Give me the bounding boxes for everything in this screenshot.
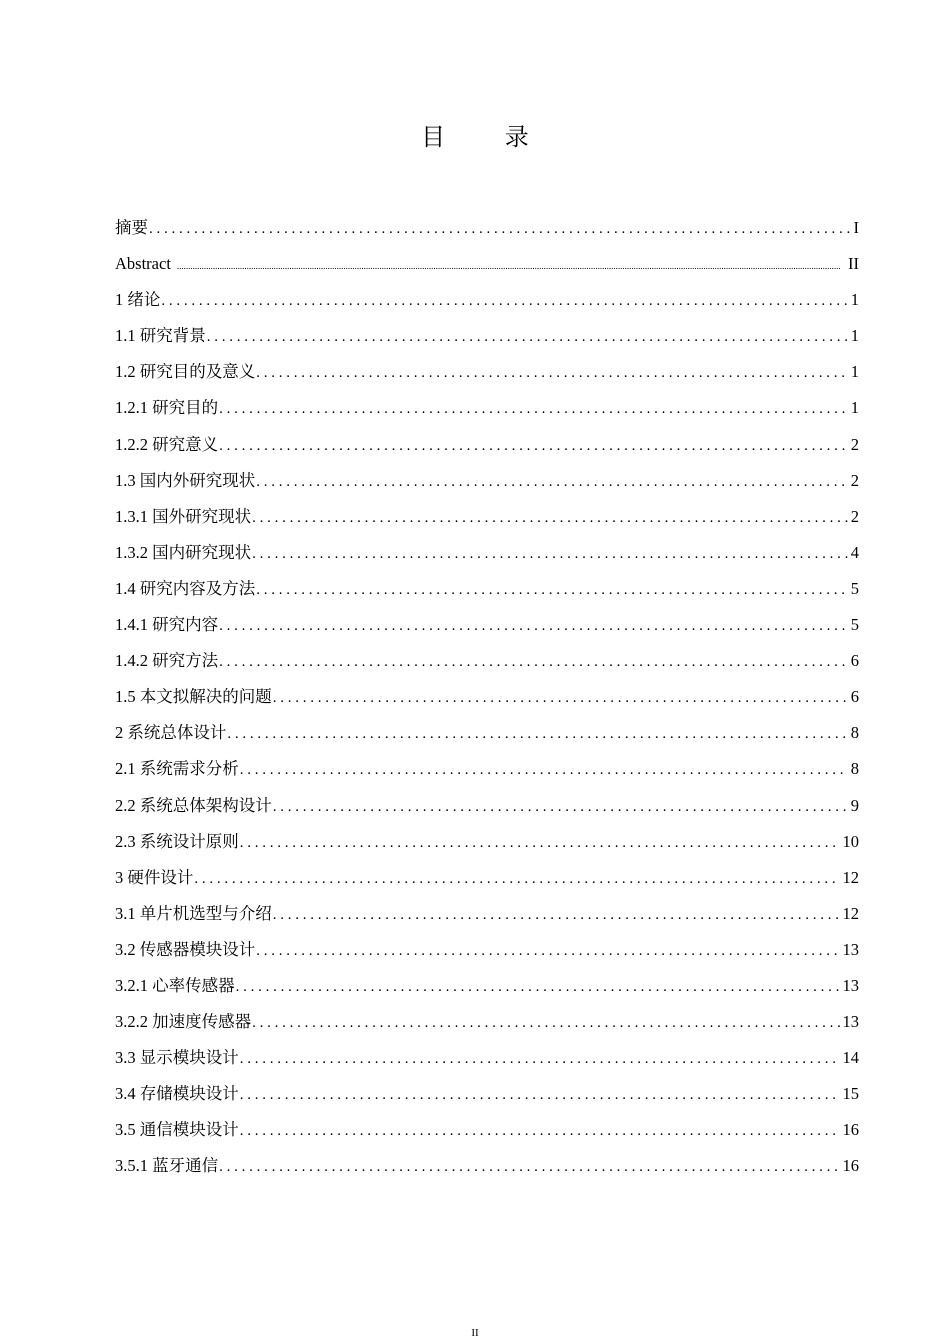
toc-entry-1-3-2[interactable] <box>115 535 859 571</box>
toc-dot-leader <box>240 1041 840 1077</box>
toc-dot-leader <box>207 319 848 355</box>
toc-entry-label: 2.3 系统设计原则 <box>115 831 239 851</box>
toc-entry-page: 5 <box>850 615 859 635</box>
toc-dot-leader <box>252 1005 839 1041</box>
toc-entry-abstract-en[interactable] <box>115 246 859 282</box>
toc-entry-label: 3.2.1 心率传感器 <box>115 975 235 995</box>
toc-entry-page: 12 <box>842 903 859 923</box>
toc-entry-page: 2 <box>850 434 859 454</box>
footer-page-number: II <box>471 1327 479 1339</box>
toc-entry-page: 16 <box>842 1156 859 1176</box>
toc-entry-page: 2 <box>850 506 859 526</box>
toc-dot-leader <box>273 680 848 716</box>
toc-entry-3-2-2[interactable] <box>115 1004 859 1040</box>
toc-entry-page: 13 <box>842 975 859 995</box>
toc-entry-label: 1.4.2 研究方法 <box>115 651 219 671</box>
toc-entry-label: 1.2.1 研究目的 <box>115 398 219 418</box>
toc-entry-label: Abstract <box>115 254 171 274</box>
toc-entry-page: 13 <box>842 939 859 959</box>
toc-entry-label: 3 硬件设计 <box>115 867 194 887</box>
toc-entry-2-2[interactable] <box>115 788 859 824</box>
page-title: 目 录 <box>421 123 555 151</box>
toc-dot-leader <box>194 861 839 897</box>
toc-entry-1-2-1[interactable] <box>115 390 859 426</box>
toc-entry-1[interactable] <box>115 282 859 318</box>
toc-entry-label: 2.1 系统需求分析 <box>115 759 239 779</box>
toc-entry-page: 8 <box>850 723 859 743</box>
toc-entry-label: 1 绪论 <box>115 290 161 310</box>
toc-dot-leader <box>227 716 847 752</box>
toc-entry-page: 5 <box>850 578 859 598</box>
toc-entry-3-1[interactable] <box>115 896 859 932</box>
toc-entry-page: 12 <box>842 867 859 887</box>
toc-entry-1-4-1[interactable] <box>115 607 859 643</box>
toc-entry-page: II <box>848 254 859 274</box>
toc-entry-3[interactable] <box>115 860 859 896</box>
toc-dot-leader <box>256 933 839 969</box>
toc-dot-leader <box>219 1149 839 1185</box>
toc-entry-3-5[interactable] <box>115 1112 859 1148</box>
toc-entry-page: 1 <box>850 362 859 382</box>
toc-dot-leader <box>273 897 840 933</box>
toc-entry-page: 1 <box>850 326 859 346</box>
toc-entry-label: 1.2.2 研究意义 <box>115 434 219 454</box>
toc-entry-page: 1 <box>850 398 859 418</box>
toc-dot-leader <box>177 248 840 284</box>
toc-entry-1-3-1[interactable] <box>115 499 859 535</box>
toc-dot-leader <box>161 283 847 319</box>
toc-entry-page: 6 <box>850 687 859 707</box>
toc-dot-leader <box>219 644 848 680</box>
toc-dot-leader <box>240 1113 840 1149</box>
toc-entry-label: 2.2 系统总体架构设计 <box>115 795 272 815</box>
toc-entry-page: 16 <box>842 1120 859 1140</box>
table-of-contents <box>115 210 859 1185</box>
toc-dot-leader <box>219 391 848 427</box>
toc-entry-page: 10 <box>842 831 859 851</box>
toc-dot-leader <box>256 572 848 608</box>
toc-dot-leader <box>252 536 848 572</box>
toc-entry-label: 3.1 单片机选型与介绍 <box>115 903 272 923</box>
toc-dot-leader <box>240 825 840 861</box>
toc-entry-page: 15 <box>842 1084 859 1104</box>
toc-dot-leader <box>273 789 848 825</box>
toc-entry-label: 3.4 存储模块设计 <box>115 1084 239 1104</box>
toc-entry-page: 14 <box>842 1048 859 1068</box>
toc-entry-label: 3.5.1 蓝牙通信 <box>115 1156 219 1176</box>
toc-entry-label: 2 系统总体设计 <box>115 723 227 743</box>
toc-entry-label: 1.4.1 研究内容 <box>115 615 219 635</box>
toc-entry-label: 摘要 <box>115 218 148 237</box>
toc-entry-1-3[interactable] <box>115 463 859 499</box>
toc-entry-3-4[interactable] <box>115 1076 859 1112</box>
toc-entry-3-2[interactable] <box>115 932 859 968</box>
toc-dot-leader <box>252 500 848 536</box>
toc-entry-2[interactable] <box>115 715 859 751</box>
toc-dot-leader <box>149 211 851 247</box>
toc-entry-1-2[interactable] <box>115 354 859 390</box>
toc-dot-leader <box>219 608 848 644</box>
toc-entry-label: 1.3.1 国外研究现状 <box>115 506 252 526</box>
toc-entry-1-4[interactable] <box>115 571 859 607</box>
toc-entry-1-4-2[interactable] <box>115 643 859 679</box>
toc-entry-label: 1.1 研究背景 <box>115 326 206 346</box>
toc-entry-page: 13 <box>842 1012 859 1032</box>
toc-entry-label: 3.3 显示模块设计 <box>115 1048 239 1068</box>
toc-dot-leader <box>256 464 848 500</box>
toc-entry-label: 1.5 本文拟解决的问题 <box>115 687 272 707</box>
toc-entry-1-1[interactable] <box>115 318 859 354</box>
toc-entry-label: 3.2 传感器模块设计 <box>115 939 256 959</box>
toc-entry-label: 1.2 研究目的及意义 <box>115 362 256 382</box>
toc-dot-leader <box>236 969 840 1005</box>
toc-dot-leader <box>219 428 848 464</box>
toc-entry-2-1[interactable] <box>115 751 859 787</box>
toc-entry-label: 3.2.2 加速度传感器 <box>115 1012 252 1032</box>
toc-entry-label: 1.3 国内外研究现状 <box>115 470 256 490</box>
toc-dot-leader <box>240 752 848 788</box>
toc-entry-3-2-1[interactable] <box>115 968 859 1004</box>
toc-entry-abstract-cn[interactable] <box>115 210 859 246</box>
toc-entry-label: 1.3.2 国内研究现状 <box>115 542 252 562</box>
toc-entry-1-2-2[interactable] <box>115 427 859 463</box>
toc-entry-page: 2 <box>850 470 859 490</box>
toc-entry-page: 6 <box>850 651 859 671</box>
toc-dot-leader <box>240 1077 840 1113</box>
toc-entry-1-5[interactable] <box>115 679 859 715</box>
toc-entry-label: 3.5 通信模块设计 <box>115 1120 239 1140</box>
toc-entry-2-3[interactable] <box>115 824 859 860</box>
toc-entry-page: 4 <box>850 542 859 562</box>
toc-entry-page: 1 <box>850 290 859 310</box>
toc-entry-3-5-1[interactable] <box>115 1148 859 1184</box>
toc-entry-page: I <box>853 218 859 237</box>
toc-entry-label: 1.4 研究内容及方法 <box>115 578 256 598</box>
toc-dot-leader <box>256 355 848 391</box>
toc-entry-3-3[interactable] <box>115 1040 859 1076</box>
toc-entry-page: 9 <box>850 795 859 815</box>
toc-entry-page: 8 <box>850 759 859 779</box>
